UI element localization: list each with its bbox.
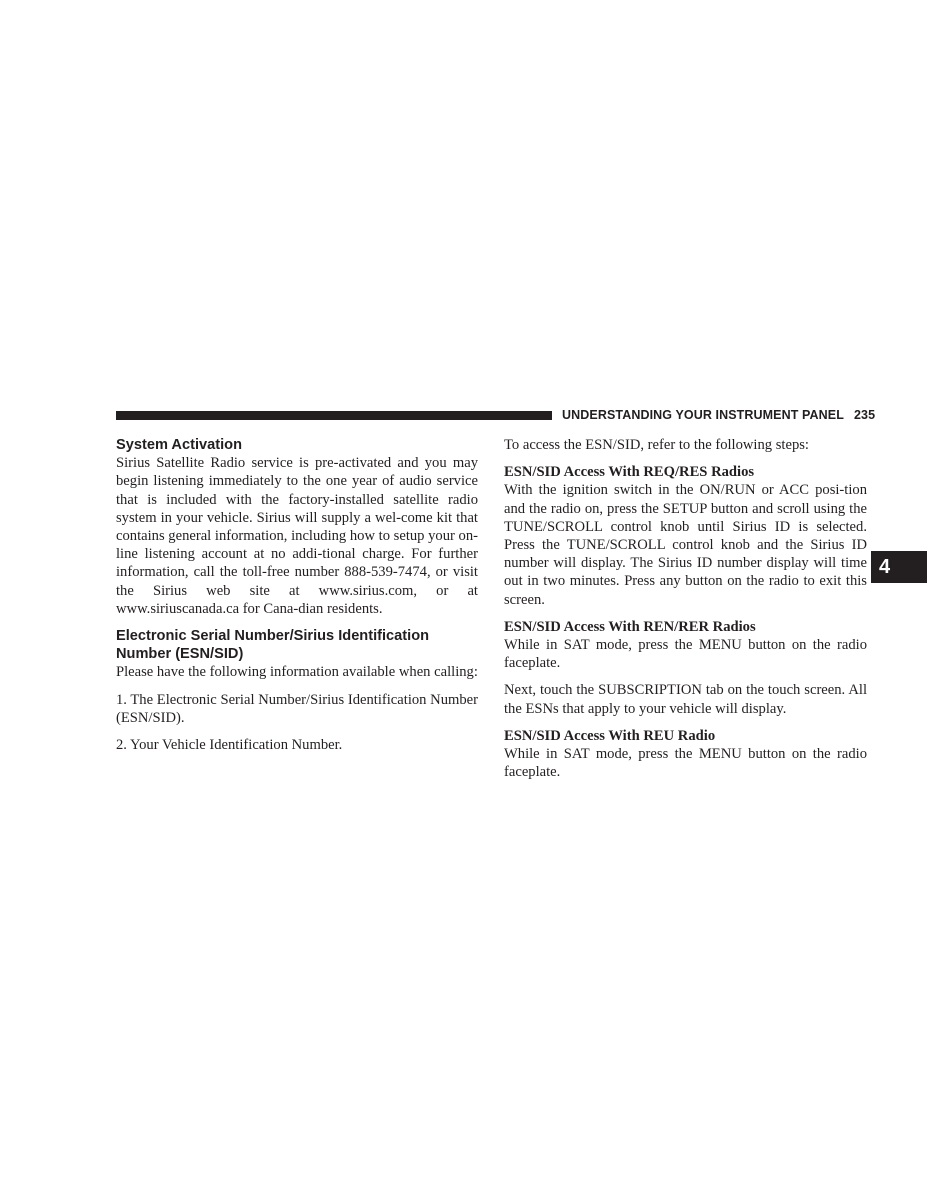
- system-activation-heading: System Activation: [116, 437, 242, 453]
- chapter-tab: 4: [871, 551, 927, 583]
- esn-sid-item-1: 1. The Electronic Serial Number/Sirius Identification Number (ESN/SID).: [116, 691, 478, 726]
- reu-heading: ESN/SID Access With REU Radio: [504, 727, 716, 744]
- req-res-body: With the ignition switch in the ON/RUN or ACC posi-tion and the radio on, press the SETUP button and scroll using the TUNE/SCROLL control knob until Sirius ID is selected. Press the TUNE/SCROLL control knob and the Sirius ID number will display. The Sirius ID number display will time out in two minutes. Press any button on the radio to exit this screen.: [504, 482, 867, 608]
- section-title: UNDERSTANDING YOUR INSTRUMENT PANEL: [562, 408, 844, 422]
- system-activation-body: Sirius Satellite Radio service is pre-activated and you may begin listening immediately to the one year of audio service that is included with the factory-installed satellite radio system in your vehicle. Sirius will supply a wel-come kit that contains general information, including how to setup your on-line listening account at no addi-tional charge. For further information, call the toll-free number 888-539-7474, or visit the Sirius web site at www.sirius.com, or at www.siriuscanada.ca for Cana-dian residents.: [116, 455, 478, 617]
- reu-body: While in SAT mode, press the MENU button on the radio faceplate.: [504, 746, 867, 781]
- left-column: [116, 436, 478, 754]
- header-rule: [116, 411, 552, 420]
- ren-rer-body-1: While in SAT mode, press the MENU button on the radio faceplate.: [504, 637, 867, 672]
- ren-rer-heading: ESN/SID Access With REN/RER Radios: [504, 618, 756, 635]
- req-res-heading: ESN/SID Access With REQ/RES Radios: [504, 464, 755, 481]
- running-head: [562, 407, 876, 423]
- esn-sid-heading: Electronic Serial Number/Sirius Identification Number (ESN/SID): [116, 628, 430, 663]
- access-intro: To access the ESN/SID, refer to the following steps:: [504, 437, 809, 453]
- esn-sid-item-2: 2. Your Vehicle Identification Number.: [116, 737, 343, 754]
- esn-sid-intro: Please have the following information available when calling:: [116, 664, 478, 681]
- ren-rer-body-2: Next, touch the SUBSCRIPTION tab on the touch screen. All the ESNs that apply to your vehicle will display.: [504, 682, 867, 717]
- right-column: [504, 436, 867, 781]
- page-number: 235: [853, 408, 876, 422]
